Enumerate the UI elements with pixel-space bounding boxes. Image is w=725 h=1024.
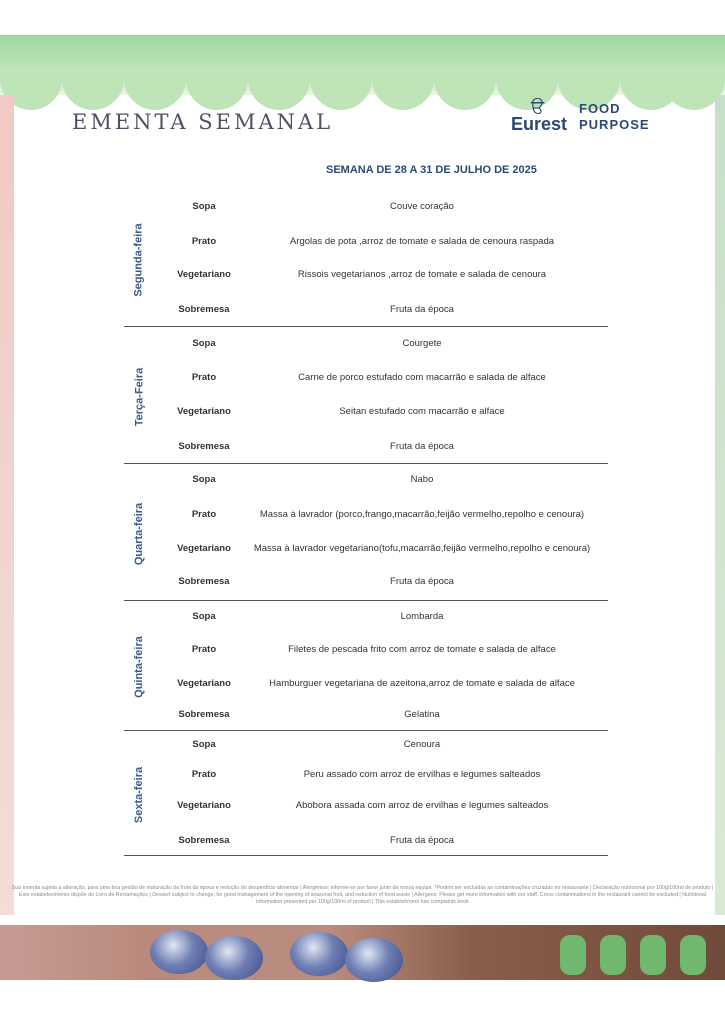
- food-for-purpose-logo: [579, 101, 659, 137]
- menu-dish: Gelatina: [404, 708, 440, 720]
- ffp-logo-line1: FOOD: [579, 101, 621, 116]
- menu-dish: Rissois vegetarianos ,arroz de tomate e salada de cenoura: [297, 268, 547, 280]
- decorative-berry: [290, 932, 348, 976]
- decorative-leaf: [640, 935, 666, 975]
- menu-row: [124, 795, 608, 815]
- eurest-logo: [511, 97, 577, 137]
- day-label: Segunda-feira: [133, 222, 146, 297]
- menu-category: Prato: [191, 508, 217, 520]
- decorative-scallop: [124, 70, 186, 110]
- menu-category: Sobremesa: [178, 440, 230, 452]
- menu-dish: Couve coração: [390, 200, 454, 212]
- menu-category: Sopa: [192, 473, 216, 485]
- menu-category: Prato: [191, 371, 217, 383]
- decorative-scallop: [372, 70, 434, 110]
- day-block-monday: [124, 193, 608, 327]
- menu-row: [124, 504, 608, 524]
- decorative-leaf: [600, 935, 626, 975]
- menu-category: Vegetariano: [177, 542, 231, 554]
- day-label: Terça-Feira: [133, 367, 145, 426]
- menu-category: Prato: [191, 643, 217, 655]
- menu-category: Sobremesa: [178, 575, 230, 587]
- menu-row: [124, 673, 608, 693]
- menu-dish: Lombarda: [400, 610, 444, 622]
- decorative-berry: [205, 936, 263, 980]
- menu-row: [124, 639, 608, 659]
- decorative-leaf: [680, 935, 706, 975]
- menu-category: Prato: [191, 768, 217, 780]
- menu-dish: Cenoura: [403, 738, 441, 750]
- menu-dish: Massa à lavrador vegetariano(tofu,macarrão,feijão vermelho,repolho e cenoura): [253, 542, 591, 554]
- menu-dish: Courgete: [402, 337, 442, 349]
- menu-category: Sopa: [192, 610, 216, 622]
- menu-dish: Argolas de pota ,arroz de tomate e salada de cenoura raspada: [289, 235, 555, 247]
- decorative-berry: [345, 938, 403, 982]
- page-title: EMENTA SEMANAL: [72, 110, 334, 134]
- menu-category: Sopa: [192, 337, 216, 349]
- menu-row: [124, 436, 608, 456]
- menu-dish: Nabo: [410, 473, 434, 485]
- day-block-wednesday: [124, 467, 608, 601]
- menu-category: Vegetariano: [177, 799, 231, 811]
- day-label: Sexta-feira: [133, 766, 146, 823]
- menu-dish: Seitan estufado com macarrão e alface: [339, 405, 505, 417]
- decorative-scallop: [310, 70, 372, 110]
- menu-category: Vegetariano: [177, 405, 231, 417]
- decorative-scallop: [248, 70, 310, 110]
- day-block-thursday: [124, 604, 608, 731]
- menu-category: Prato: [191, 235, 217, 247]
- menu-dish: Filetes de pescada frito com arroz de tomate e salada de alface: [288, 643, 556, 655]
- menu-row: [124, 764, 608, 784]
- menu-row: [124, 571, 608, 591]
- decorative-scallop: [62, 70, 124, 110]
- menu-row: [124, 264, 608, 284]
- menu-row: [124, 734, 608, 754]
- menu-row: [124, 367, 608, 387]
- menu-dish: Massa à lavrador (porco,frango,macarrão,feijão vermelho,repolho e cenoura): [259, 508, 585, 520]
- footer-disclaimer: Sua ementa sujeita a alteração, para uma boa gestão de maturação da fruta da época e redução do desperdício alimentar | Alergénios: informe-se por favor junto da nossa equipa. *Podem ser excluídas as contaminações cruzadas no restaurante | Declaração nutricional por 100g/100ml de produto | Este estabelecimento dispõe de Livro de Reclamações | Dessert subject to change, for good management of the ripening of seasonal fruit, and reduction of food waste | Allergens: Please get more information with our staff. Cross contaminations in the restaurant cannot be excluded | Nutritional information presented per 100g/100ml of product | This establishment has complaints book: [11, 885, 714, 906]
- decorative-scallop: [434, 70, 496, 110]
- menu-row: [124, 538, 608, 558]
- decorative-scallop: [186, 70, 248, 110]
- menu-dish: Fruta da época: [390, 303, 454, 315]
- menu-row: [124, 196, 608, 216]
- menu-category: Sobremesa: [178, 708, 230, 720]
- menu-dish: Fruta da época: [390, 834, 454, 846]
- menu-category: Sobremesa: [178, 834, 230, 846]
- menu-row: [124, 469, 608, 489]
- menu-category: Vegetariano: [177, 677, 231, 689]
- menu-row: [124, 231, 608, 251]
- menu-dish: Hamburguer vegetariana de azeitona,arroz de tomate e salada de alface: [269, 677, 575, 689]
- menu-dish: Carne de porco estufado com macarrão e salada de alface: [298, 371, 546, 383]
- menu-row: [124, 606, 608, 626]
- decorative-leaf: [560, 935, 586, 975]
- menu-dish: Peru assado com arroz de ervilhas e legumes salteados: [303, 768, 541, 780]
- day-label: Quinta-feira: [133, 636, 146, 698]
- menu-row: [124, 830, 608, 850]
- menu-dish: Abobora assada com arroz de ervilhas e legumes salteados: [295, 799, 549, 811]
- week-title: SEMANA DE 28 A 31 DE JULHO DE 2025: [326, 164, 537, 176]
- menu-category: Sopa: [192, 738, 216, 750]
- menu-row: [124, 401, 608, 421]
- menu-dish: Fruta da época: [390, 440, 454, 452]
- decorative-berry: [150, 930, 208, 974]
- menu-dish: Fruta da época: [390, 575, 454, 587]
- day-block-friday: [124, 734, 608, 856]
- menu-row: [124, 299, 608, 319]
- ffp-logo-line2: PURPOSE: [579, 117, 650, 132]
- menu-category: Sobremesa: [178, 303, 230, 315]
- decorative-left-border: [0, 95, 14, 915]
- decorative-right-border: [715, 95, 725, 915]
- eurest-logo-text: Eurest: [511, 114, 568, 134]
- menu-row: [124, 704, 608, 724]
- day-block-tuesday: [124, 330, 608, 464]
- menu-category: Vegetariano: [177, 268, 231, 280]
- menu-category: Sopa: [192, 200, 216, 212]
- eurest-swirl-icon: ੳ: [531, 97, 545, 117]
- day-label: Quarta-feira: [133, 502, 146, 565]
- menu-row: [124, 333, 608, 353]
